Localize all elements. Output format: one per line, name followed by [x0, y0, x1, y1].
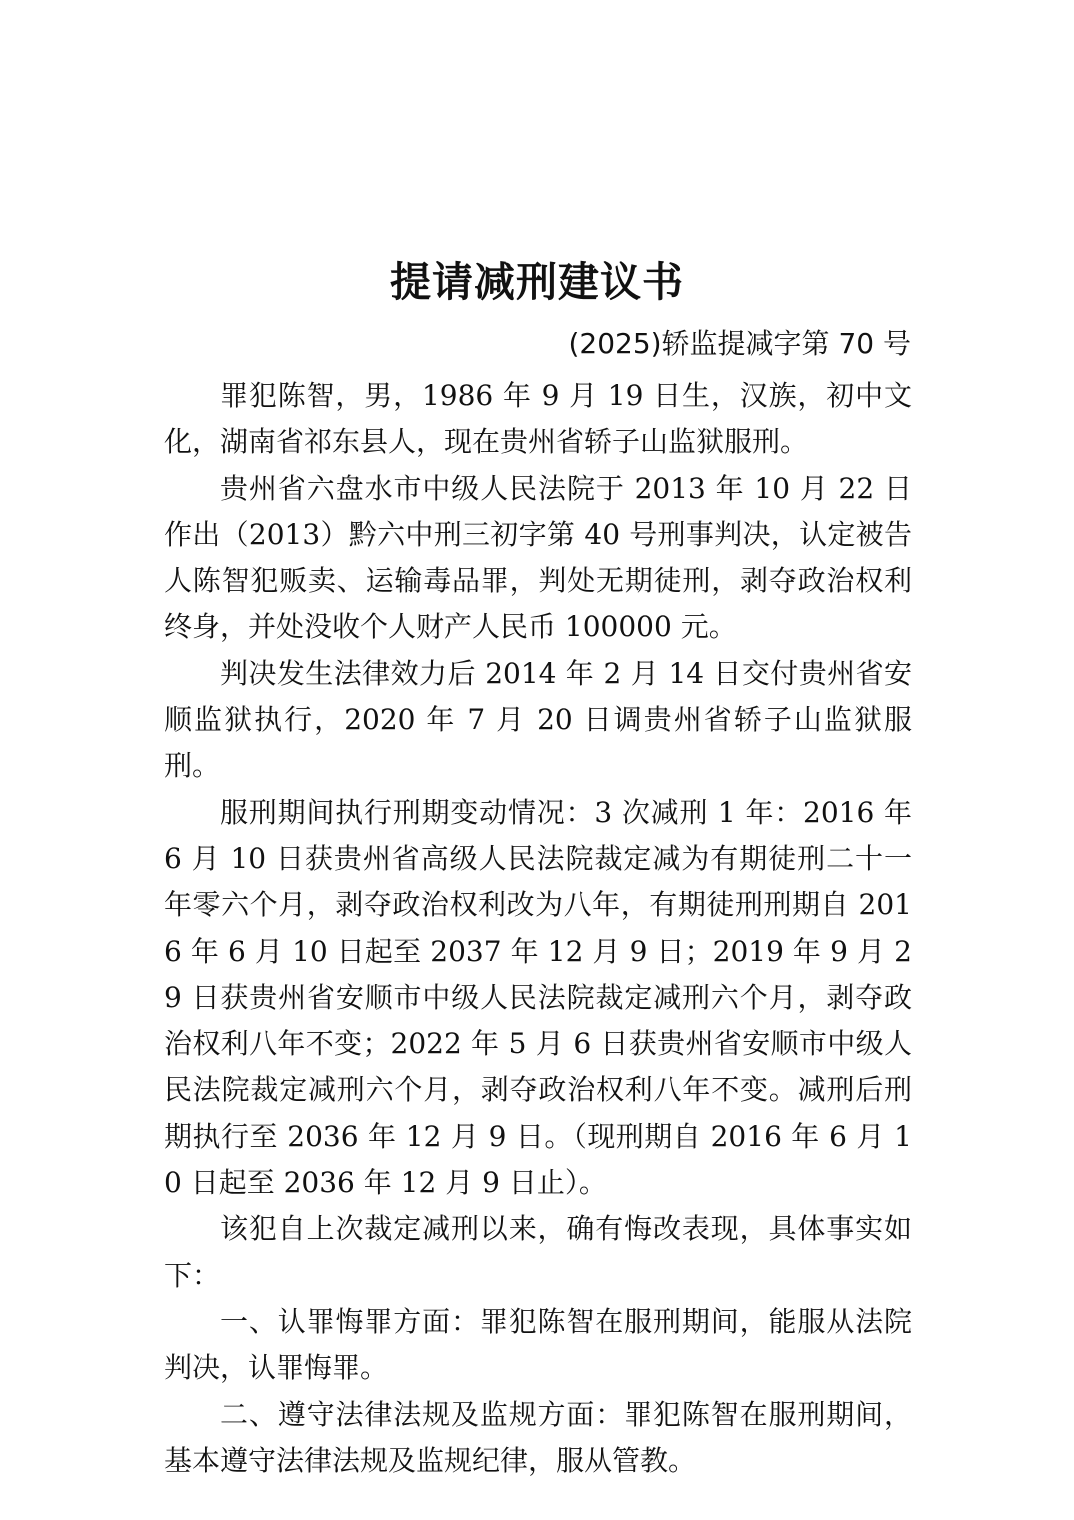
paragraph-original-judgment: 贵州省六盘水市中级人民法院于 2013 年 10 月 22 日作出（2013）黔六中刑三初字第 40 号刑事判决，认定被告人陈智犯贩卖、运输毒品罪，判处无期徒刑，剥夺政治权利终身，并处没收个人财产人民币 100000 元。 — [164, 471, 912, 644]
document-number: (2025)轿监提减字第 70 号 — [568, 327, 911, 360]
paragraph-sentence-changes: 服刑期间执行刑期变动情况：3 次减刑 1 年：2016 年 6 月 10 日获贵州省高级人民法院裁定减为有期徒刑二十一年零六个月，剥夺政治权利改为八年，有期徒刑刑期自 2016 年 6 月 10 日起至 2037 年 12 月 9 日；2019 年 9 月 29 日获贵州省安顺市中级人民法院裁定减刑六个月，剥夺政治权利八年不变；2022 年 5 月 6 日获贵州省安顺市中级人民法院裁定减刑六个月，剥夺政治权利八年不变。减刑后刑期执行至 2036 年 12 月 9 日。（现刑期自 2016 年 6 月 10 日起至 2036 年 12 月 9 日止）。 — [164, 795, 912, 1200]
document-body — [164, 373, 912, 1484]
paragraph-criminal-info: 罪犯陈智，男，1986 年 9 月 19 日生，汉族，初中文化，湖南省祁东县人，现在贵州省轿子山监狱服刑。 — [164, 379, 912, 459]
paragraph-execution-transfer: 判决发生法律效力后 2014 年 2 月 14 日交付贵州省安顺监狱执行，2020 年 7 月 20 日调贵州省轿子山监狱服刑。 — [164, 656, 912, 783]
document-title: 提请减刑建议书 — [390, 258, 684, 306]
paragraph-repentance-intro: 该犯自上次裁定减刑以来，确有悔改表现，具体事实如下： — [164, 1212, 912, 1292]
paragraph-discipline-point-2: 二、遵守法律法规及监规方面：罪犯陈智在服刑期间，基本遵守法律法规及监规纪律，服从管教。 — [164, 1397, 912, 1477]
paragraph-repentance-point-1: 一、认罪悔罪方面：罪犯陈智在服刑期间，能服从法院判决，认罪悔罪。 — [164, 1304, 912, 1385]
